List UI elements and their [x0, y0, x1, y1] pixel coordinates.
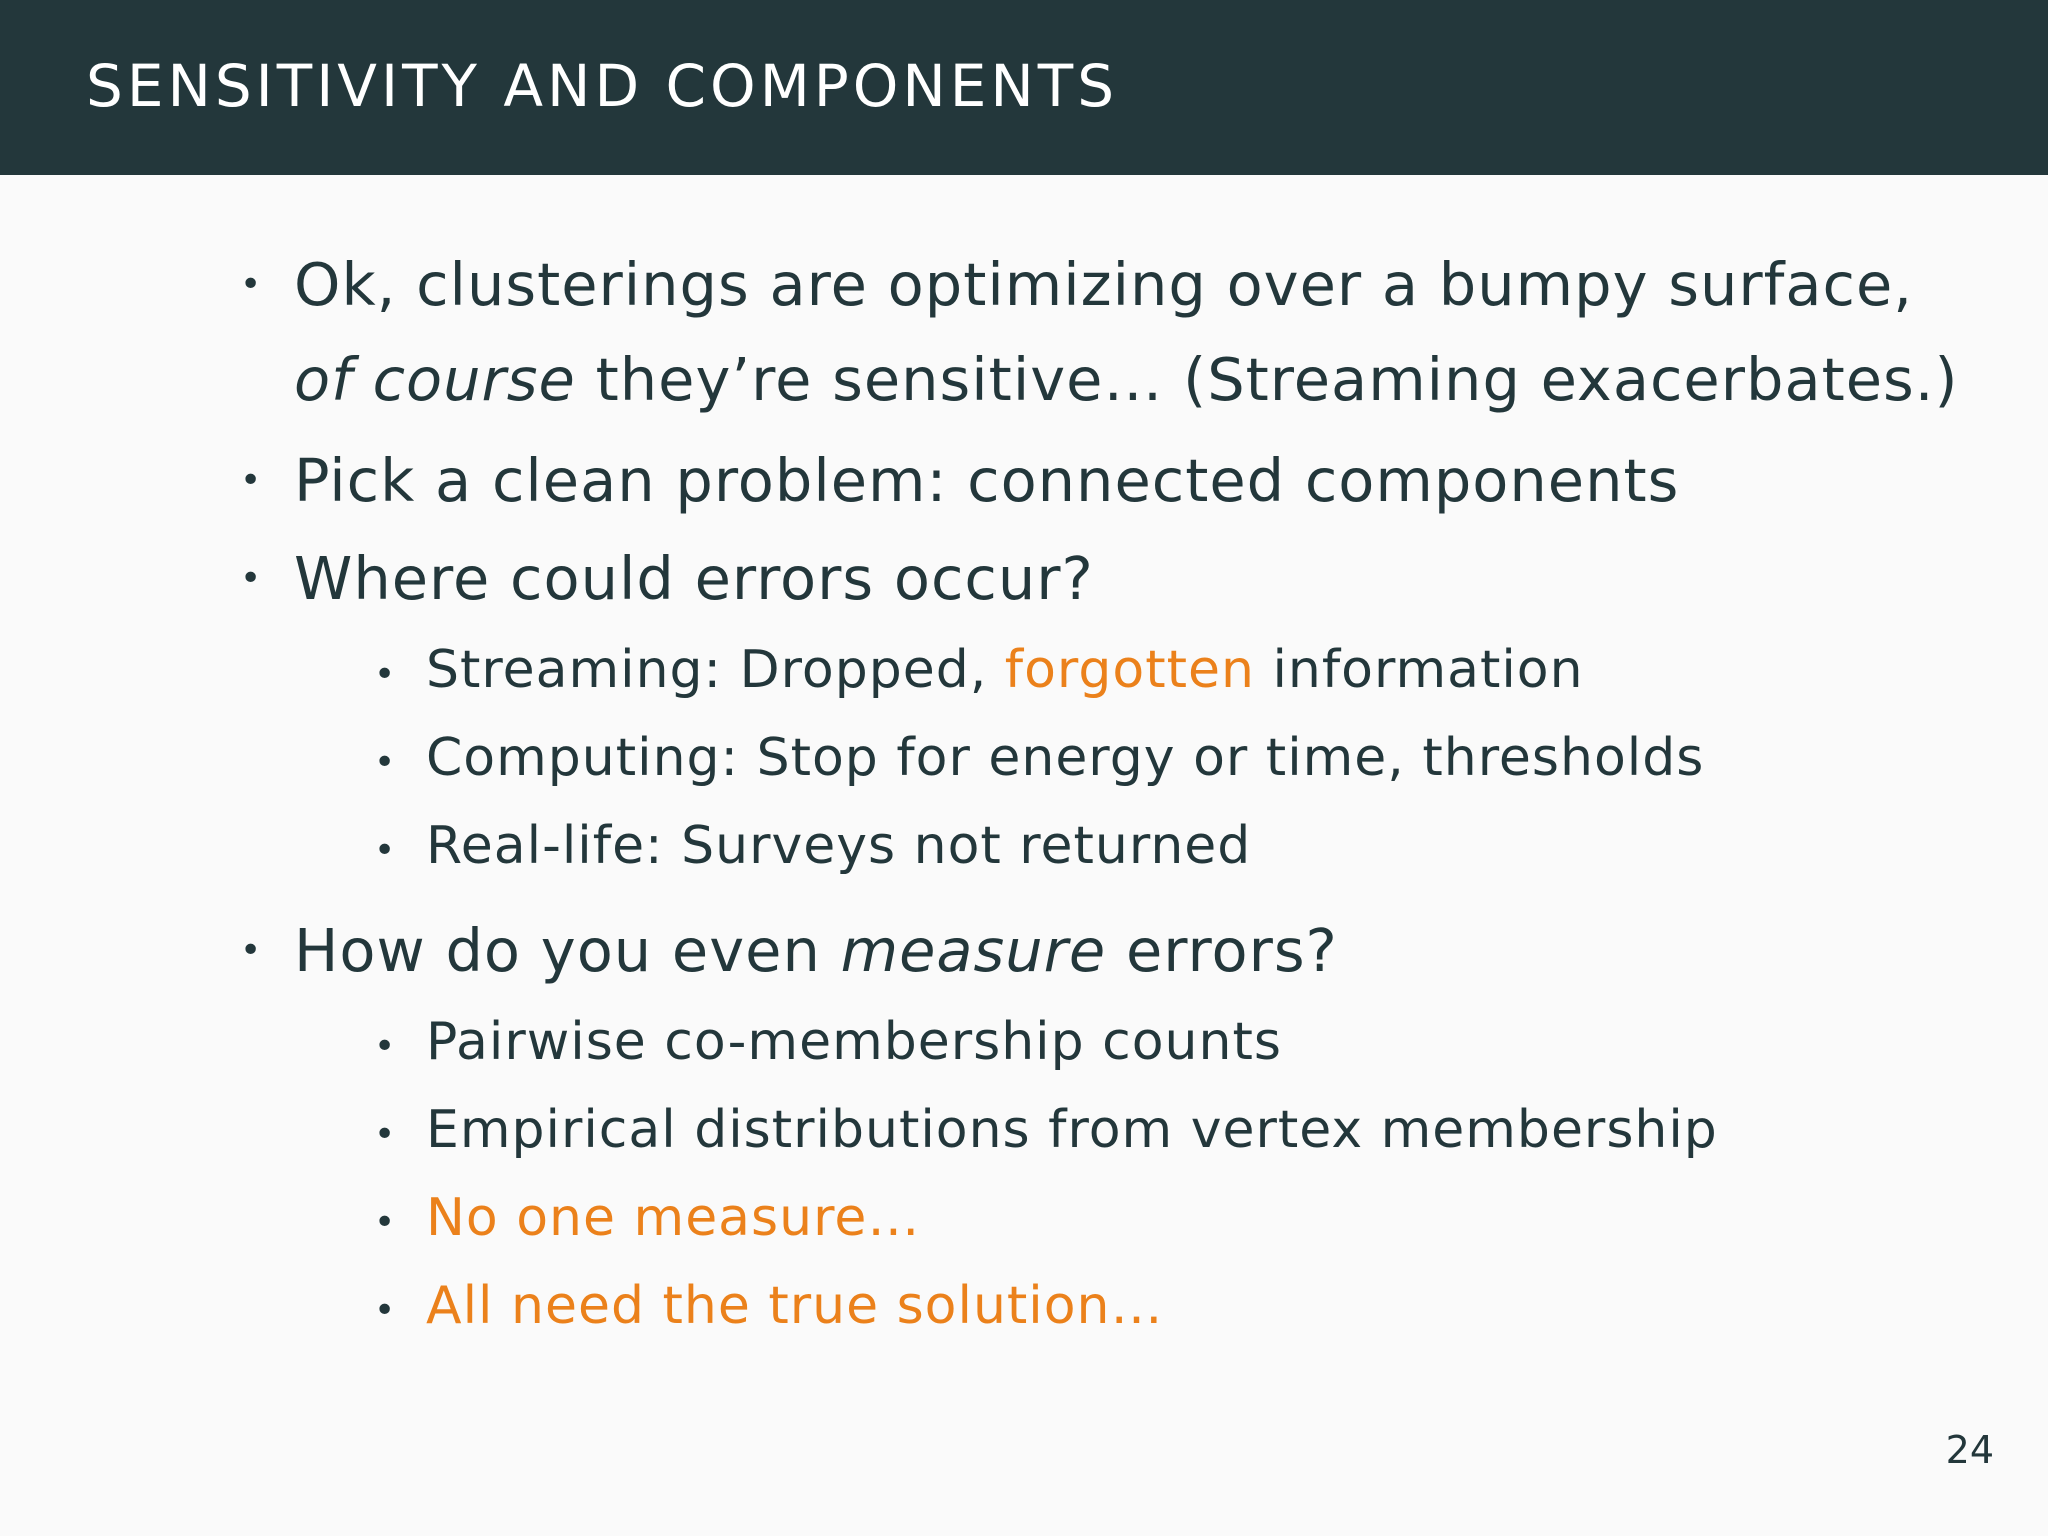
subitem-text: Computing: Stop for energy or time, thresholds	[426, 728, 1705, 788]
alert-text: No one measure…	[426, 1188, 921, 1248]
bullet-icon: •	[240, 264, 262, 305]
emphasis-text: measure	[840, 916, 1107, 985]
bullet-icon: •	[374, 1290, 396, 1331]
bullet-icon: •	[240, 558, 262, 599]
bullet-icon: •	[240, 930, 262, 971]
subitem-text: Pairwise co-membership counts	[426, 1012, 1282, 1072]
subitem-text	[426, 640, 1584, 700]
page-number: 24	[1945, 1428, 1994, 1472]
alert-text: forgotten	[1004, 640, 1255, 700]
item-text-post: errors?	[1106, 916, 1338, 985]
slide-header	[0, 0, 2048, 175]
item-text: Ok, clusterings are optimizing over a bumpy surface,	[294, 250, 1914, 319]
subitem-text-post: information	[1254, 640, 1584, 700]
item-text: Where could errors occur?	[294, 544, 1094, 613]
item-text	[294, 916, 1338, 985]
slide-title: SENSITIVITY AND COMPONENTS	[86, 52, 1119, 120]
subitem-text: Real-life: Surveys not returned	[426, 816, 1252, 876]
bullet-icon: •	[374, 654, 396, 695]
bullet-icon: •	[374, 1026, 396, 1067]
item-text-rest: they’re sensitive… (Streaming exacerbates.)	[575, 345, 1959, 414]
alert-text: All need the true solution…	[426, 1276, 1164, 1336]
item-text-pre: How do you even	[294, 916, 841, 985]
bullet-icon: •	[374, 1202, 396, 1243]
emphasis-text: of course	[294, 345, 576, 414]
subitem-text-pre: Streaming: Dropped,	[426, 640, 1005, 700]
bullet-icon: •	[240, 460, 262, 501]
bullet-icon: •	[374, 1114, 396, 1155]
item-text-continued	[294, 345, 1959, 414]
item-text: Pick a clean problem: connected components	[294, 446, 1680, 515]
subitem-text: Empirical distributions from vertex membership	[426, 1100, 1718, 1160]
bullet-icon: •	[374, 742, 396, 783]
bullet-icon: •	[374, 830, 396, 871]
